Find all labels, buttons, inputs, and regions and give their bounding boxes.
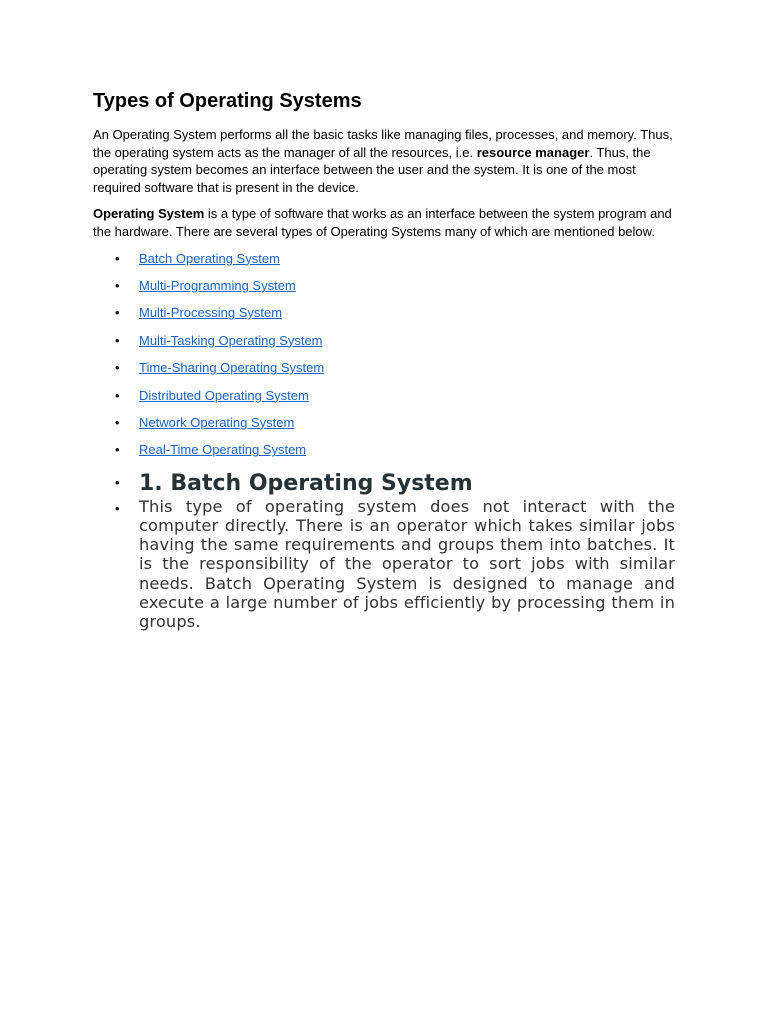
intro-paragraph [93,126,675,196]
document-title: Types of Operating Systems [93,90,362,112]
list-item [93,332,675,359]
list-item [93,250,675,277]
list-item [93,414,675,441]
intro-bold-term: resource manager [476,144,590,160]
link-time-sharing[interactable]: Time-Sharing Operating System [139,360,325,376]
section-heading: 1. Batch Operating System [139,470,473,496]
bullet-icon: • [115,500,120,516]
link-multi-processing[interactable]: Multi-Processing System [139,305,283,321]
link-network[interactable]: Network Operating System [139,414,295,430]
bullet-icon: • [115,277,120,293]
section-body: This type of operating system does not interact with the computer directly. There is an operator which takes similar jobs having the same requirements and groups them into batches. It is the responsibility of the operator to sort jobs with similar needs. Batch Operating System is designed to manage and execute a large number of jobs efficiently by processing them in groups. [139,496,675,631]
document-page [93,88,675,631]
definition-paragraph [93,205,675,240]
list-item [93,277,675,304]
definition-bold-term: Operating System [93,206,205,222]
bullet-icon: • [115,305,120,321]
intro-text-1: An Operating System performs all the basic tasks like managing files, processes, and memory. Thus, the operating system acts as the manager of all the resources, i.e. [93,127,673,160]
link-real-time[interactable]: Real-Time Operating System [139,442,307,458]
section-heading-item [93,471,675,497]
definition-text: is a type of software that works as an interface between the system program and the hardware. There are several types of Operating Systems many of which are mentioned below. [93,206,672,239]
section-body-item [93,497,675,631]
bullet-icon: • [115,474,120,490]
bullet-icon: • [115,250,120,266]
bullet-icon: • [115,360,120,376]
list-item [93,359,675,386]
section-list [93,471,675,631]
os-types-list [93,250,675,469]
bullet-icon: • [115,332,120,348]
link-multi-tasking[interactable]: Multi-Tasking Operating System [139,332,323,348]
bullet-icon: • [115,387,120,403]
link-multi-programming[interactable]: Multi-Programming System [139,277,296,293]
link-batch-os[interactable]: Batch Operating System [139,250,280,266]
link-distributed[interactable]: Distributed Operating System [139,387,309,403]
bullet-icon: • [115,442,120,458]
list-item [93,441,675,468]
list-item [93,387,675,414]
list-item [93,304,675,331]
bullet-icon: • [115,414,120,430]
intro-text-2: . Thus, the operating system becomes an interface between the user and the system. It is one of the most required software that is present in the device. [93,144,651,195]
